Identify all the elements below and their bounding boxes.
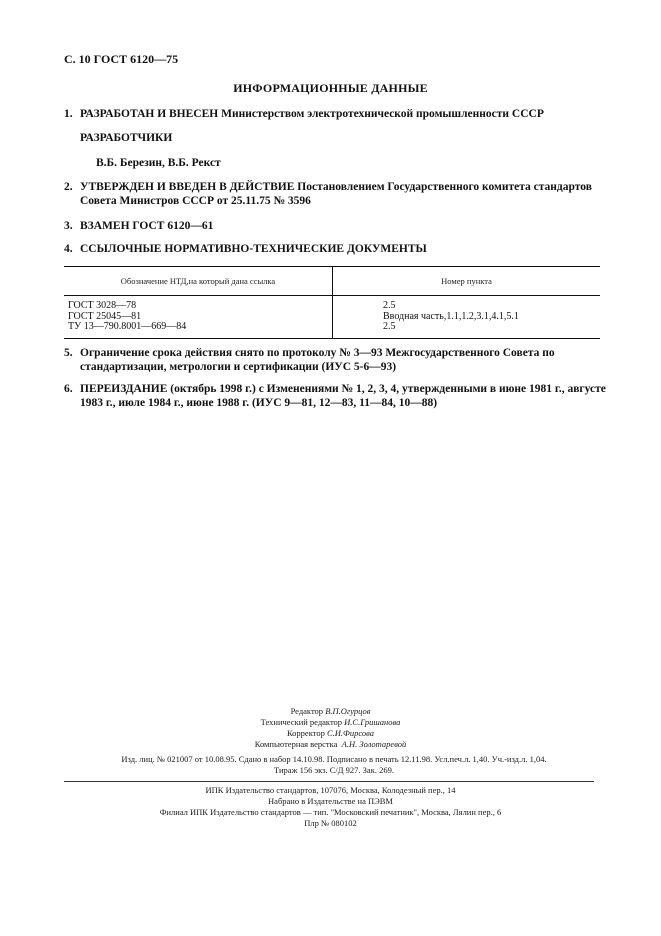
info-item-2 bbox=[64, 180, 608, 208]
item-number: 5. bbox=[64, 347, 73, 359]
reference-table bbox=[64, 266, 600, 339]
item-number: 2. bbox=[64, 181, 73, 193]
publisher-info bbox=[0, 785, 661, 829]
item-text: Ограничение срока действия снято по протоколу № 3—93 Межгосударственного Совета по стандартизации, метрологии и сертификации (ИУС 5-6—93) bbox=[80, 347, 555, 373]
info-item-6 bbox=[64, 382, 608, 410]
item-number: 3. bbox=[64, 220, 73, 232]
editor-name: В.П.Огурцов bbox=[325, 706, 371, 716]
developers-names: В.Б. Березин, В.Б. Рекст bbox=[96, 157, 221, 169]
page-title: ИНФОРМАЦИОННЫЕ ДАННЫЕ bbox=[233, 81, 428, 95]
corrector-label: Корректор bbox=[286, 728, 325, 738]
print-details bbox=[64, 754, 604, 776]
item-text: (октябрь 1998 г.) с Изменениями № 1, 2, 3, 4, утвержденными в июне 1981 г., августе 1983 г., июле 1984 г., июне 1988 г. (ИУС 9—81, 12—83, 11—84, 10—88) bbox=[80, 383, 606, 409]
item-caps: ВЗАМЕН ГОСТ 6120—61 bbox=[80, 220, 214, 232]
item-caps: УТВЕРЖДЕН И ВВЕДЕН В ДЕЙСТВИЕ bbox=[80, 181, 295, 193]
table-header-row bbox=[64, 267, 600, 296]
info-item-5 bbox=[64, 346, 608, 374]
editor-line bbox=[0, 706, 661, 717]
page-header: С. 10 ГОСТ 6120—75 bbox=[64, 52, 179, 66]
tech-editor-label: Технический редактор bbox=[260, 717, 343, 727]
tech-editor-name: И.С.Гришанова bbox=[344, 717, 401, 727]
column-header-clause: Номер пункта bbox=[333, 267, 601, 296]
item-number: 4. bbox=[64, 243, 73, 255]
layout-line bbox=[0, 739, 661, 750]
corrector-line bbox=[0, 728, 661, 739]
clause-value: Вводная часть,1.1,1.2,3.1,4.1,5.1 bbox=[383, 310, 519, 322]
editor-label: Редактор bbox=[290, 706, 324, 716]
corrector-name: С.И.Фирсова bbox=[326, 728, 375, 738]
table-row bbox=[64, 296, 600, 339]
item-text: Постановлением Государственного комитета стандартов Совета Министров СССР от 25.11.75 № 3596 bbox=[80, 181, 592, 207]
imprint-credits bbox=[0, 706, 661, 750]
clause-value: 2.5 bbox=[383, 300, 396, 311]
clause-cell bbox=[333, 296, 601, 339]
item-number: 1. bbox=[64, 108, 73, 120]
publisher-line-2: Набрано в Издательстве на ПЭВМ bbox=[268, 796, 393, 806]
designation-value: ТУ 13—790.8001—669—84 bbox=[68, 321, 187, 332]
layout-label: Компьютерная верстка bbox=[254, 739, 338, 749]
developers-label: РАЗРАБОТЧИКИ bbox=[80, 132, 173, 144]
designation-value: ГОСТ 3028—78 bbox=[68, 300, 137, 311]
item-caps: РАЗРАБОТАН И ВНЕСЕН bbox=[80, 108, 219, 120]
publisher-line-3: Филиал ИПК Издательство стандартов — тип. "Московский печатник", Москва, Лялин пер., 6 bbox=[159, 807, 502, 817]
info-item-1 bbox=[64, 107, 608, 121]
designation-value: ГОСТ 25045—81 bbox=[68, 310, 142, 322]
designation-cell bbox=[64, 296, 333, 339]
publisher-line-1: ИПК Издательство стандартов, 107076, Москва, Колодезный пер., 14 bbox=[205, 785, 456, 795]
column-header-designation: Обозначение НТД,на который дана ссылка bbox=[64, 267, 333, 296]
item-caps: ССЫЛОЧНЫЕ НОРМАТИВНО-ТЕХНИЧЕСКИЕ ДОКУМЕНТЫ bbox=[80, 243, 427, 255]
tech-editor-line bbox=[0, 717, 661, 728]
item-text: Министерством электротехнической промышленности СССР bbox=[218, 108, 544, 120]
print-details-line-1: Изд. лиц. № 021007 от 10.08.95. Сдано в набор 14.10.98. Подписано в печать 12.11.98. Усл.печ.л. 1,40. Уч.-изд.л. 1,04. bbox=[121, 754, 547, 764]
info-item-4 bbox=[64, 242, 608, 256]
item-caps: ПЕРЕИЗДАНИЕ bbox=[80, 383, 168, 395]
divider bbox=[64, 781, 594, 782]
layout-name: А.Н. Золотаревой bbox=[341, 739, 407, 749]
clause-value: 2.5 bbox=[383, 321, 396, 332]
info-item-3 bbox=[64, 219, 608, 233]
publisher-line-4: Плр № 080102 bbox=[304, 818, 357, 828]
item-number: 6. bbox=[64, 383, 73, 395]
print-details-line-2: Тираж 156 экз. С/Д 927. Зак. 269. bbox=[274, 765, 394, 775]
